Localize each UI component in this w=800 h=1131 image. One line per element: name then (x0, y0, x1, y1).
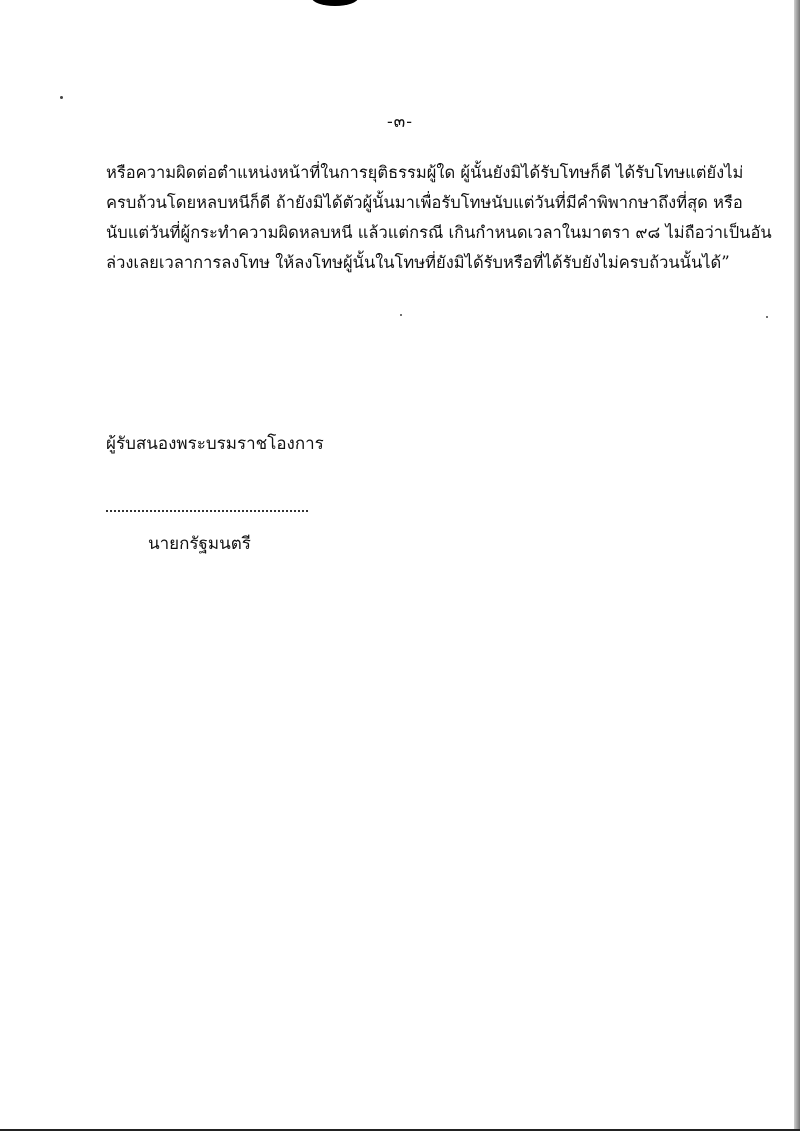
body-line: หรือความผิดต่อตำแหน่งหน้าที่ในการยุติธรรมผู้ใด ผู้นั้นยังมิได้รับโทษก็ดี ได้รับโทษแต่ยังไม่ (106, 163, 744, 182)
scan-right-edge (794, 0, 800, 1131)
signature-line (106, 510, 308, 512)
body-line: ครบถ้วนโดยหลบหนีก็ดี ถ้ายังมิได้ตัวผู้นั้นมาเพื่อรับโทษนับแต่วันที่มีคำพิพากษาถึงที่สุด หรือ (106, 193, 743, 212)
scan-speck (60, 96, 63, 99)
scan-speck (766, 316, 768, 318)
page-number: -๓- (386, 112, 414, 132)
body-line: ล่วงเลยเวลาการลงโทษ ให้ลงโทษผู้นั้นในโทษที่ยังมิได้รับหรือที่ได้รับยังไม่ครบถ้วนนั้นได้” (106, 253, 730, 272)
body-paragraph (106, 158, 772, 278)
scan-speck (400, 314, 402, 316)
countersignatory-title: ผู้รับสนองพระบรมราชโองการ (106, 434, 324, 454)
signatory-position: นายกรัฐมนตรี (148, 534, 251, 554)
scan-hole-punch-mark (312, 0, 358, 6)
body-line: นับแต่วันที่ผู้กระทำความผิดหลบหนี แล้วแต่กรณี เกินกำหนดเวลาในมาตรา ๙๘ ไม่ถือว่าเป็นอัน (106, 223, 772, 242)
